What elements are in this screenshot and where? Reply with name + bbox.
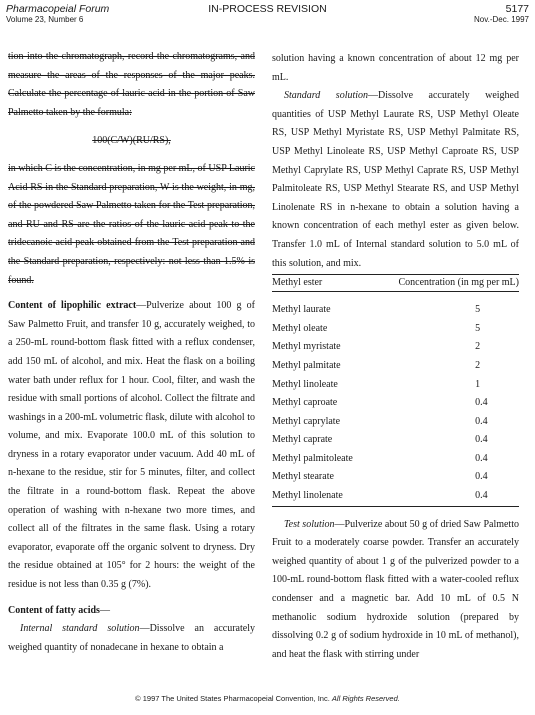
standard-solution-text: —Dissolve accurately weighed quantities of USP Methyl Laurate RS, USP Methyl Oleate RS, USP Methyl Myristate RS, USP Methyl Palmitate RS, USP Methyl Linoleate RS, USP Methyl Caproate RS, USP Methyl Caprylate RS, USP Methyl Caprate RS, USP Methyl Palmitoleate RS, USP Methyl Stearate RS, and USP Methyl Linolenate RS in n-hexane to obtain a solution having a known concentration of each methyl ester as given below. Transfer 1.0 mL of Internal standard solution to 5.0 mL of this solution, and mix. xyxy=(272,90,519,269)
issue-date: Nov.-Dec. 1997 xyxy=(474,15,529,24)
ester-name-cell: Methyl linoleate xyxy=(272,378,338,390)
table-row xyxy=(272,487,519,506)
lipophilic-extract-heading: Content of lipophilic extract xyxy=(8,300,137,312)
table-row xyxy=(272,338,519,357)
table-row xyxy=(272,413,519,432)
ester-name-cell: Methyl myristate xyxy=(272,341,341,353)
rights-text: All Rights Reserved. xyxy=(331,694,400,703)
left-column xyxy=(8,48,255,657)
concentration-cell: 0.4 xyxy=(475,415,488,427)
concentration-cell: 1 xyxy=(475,378,481,390)
table-body xyxy=(272,292,519,507)
section-title: IN-PROCESS REVISION xyxy=(208,3,327,15)
concentration-cell: 5 xyxy=(475,322,481,334)
concentration-cell: 0.4 xyxy=(475,471,488,483)
concentration-cell: 0.4 xyxy=(371,487,519,506)
lipophilic-extract-paragraph xyxy=(8,297,255,595)
lipophilic-extract-text: —Pulverize about 100 g of Saw Palmetto Fruit, and transfer 10 g, accurately weighed, to a 250-mL round-bottom flask fitted with a reflux condenser, add 150 mL of alcohol, and mix. Heat the flask on a boiling water bath under reflux for 1 hour. Cool, filter, and wash the residue with small portions of alcohol. Collect the filtrate and washings in a 200-mL volumetric flask, dilute with alcohol to volume, and mix. Evaporate 100.0 mL of this solution to dryness in a rotary evaporator under vacuum. Add 40 mL of n-hexane to the residue, stir for 5 minutes, filter, and collect the filtrate in a round-bottom flask. Repeat the above operation of washing with n-hexane two more times, and collect all of the filtrates in the same flask. Using a rotary evaporator, evaporate off the organic solvent to dryness. Dry the residue obtained at 105° for 2 hours: the weight of the residue is not less than 0.35 g (7%). xyxy=(8,300,256,591)
ester-name-cell: Methyl caprate xyxy=(272,434,333,446)
continued-paragraph: solution having a known concentration of about 12 mg per mL. xyxy=(272,53,519,83)
table-row xyxy=(272,468,519,487)
methyl-ester-table xyxy=(272,274,519,507)
page-footer xyxy=(0,694,535,703)
right-column xyxy=(272,50,519,664)
internal-standard-text: —Dissolve an accurately weighed quantity of nonadecane in hexane to obtain a xyxy=(8,623,255,653)
ester-name-cell: Methyl palmitate xyxy=(272,359,341,371)
table-row xyxy=(272,450,519,469)
test-solution-label: Test solution xyxy=(284,518,335,530)
internal-standard-label: Internal standard solution xyxy=(20,623,140,635)
ester-name-cell: Methyl palmitoleate xyxy=(272,452,353,464)
concentration-cell: 5 xyxy=(475,304,481,316)
fatty-acids-heading: Content of fatty acids xyxy=(8,604,100,616)
ester-name-cell: Methyl caproate xyxy=(272,397,338,409)
ester-name-cell: Methyl oleate xyxy=(272,322,328,334)
concentration-cell: 0.4 xyxy=(475,434,488,446)
concentration-cell: 2 xyxy=(475,341,481,353)
concentration-cell: 0.4 xyxy=(475,397,488,409)
test-solution-text: —Pulverize about 50 g of dried Saw Palmetto Fruit to a moderately coarse powder. Transfer an accurately weighed quantity of about 1 g of the pulverized powder to a 100-mL round-bottom flask fitted with a water-cooled reflux condenser and a magnetic bar. Add 10 mL of 0.5 N methanolic sodium hydroxide solution (prepared by dissolving 0.2 g of sodium hydroxide in 10 mL of methanol), and heat the flask with stirring under xyxy=(272,518,519,660)
deleted-formula: 100(C/W)(RU/RS), xyxy=(92,135,171,147)
internal-standard-paragraph xyxy=(8,620,255,657)
fatty-acids-dash: — xyxy=(99,604,110,616)
volume-number: Volume 23, Number 6 xyxy=(6,15,84,24)
ester-name-cell: Methyl laurate xyxy=(272,304,331,316)
table-row xyxy=(272,292,519,320)
page-header xyxy=(6,3,529,29)
concentration-cell: 0.4 xyxy=(475,452,488,464)
standard-solution-label: Standard solution xyxy=(284,90,369,102)
column-header-ester: Methyl ester xyxy=(272,275,371,292)
test-solution-paragraph xyxy=(272,516,519,665)
ester-name-cell: Methyl stearate xyxy=(272,471,334,483)
deleted-paragraph-1: tion into the chromatograph, record the chromatograms, and measure the areas of the responses of the major peaks. Calculate the percentage of lauric acid in the portion of Saw Palmetto taken by the formula: xyxy=(8,51,255,118)
concentration-cell: 2 xyxy=(475,359,481,371)
journal-title: Pharmacopeial Forum xyxy=(6,3,110,15)
deleted-paragraph-2: in which C is the concentration, in mg per mL, of USP Lauric Acid RS in the Standard preparation, W is the weight, in mg, of the powdered Saw Palmetto taken for the Test preparation, and RU and RS are the ratios of the lauric acid peak to the tridecanoic acid peak obtained from the Test preparation and the Standard preparation, respectively: not less than 1.5% is found. xyxy=(8,162,255,286)
ester-name-cell: Methyl caprylate xyxy=(272,415,341,427)
ester-name-cell: Methyl linolenate xyxy=(272,487,371,506)
header-right xyxy=(474,3,529,25)
table-row xyxy=(272,431,519,450)
table-row xyxy=(272,320,519,339)
table-row xyxy=(272,394,519,413)
standard-solution-paragraph xyxy=(272,87,519,273)
column-header-concentration: Concentration (in mg per mL) xyxy=(371,275,519,292)
table-row xyxy=(272,376,519,395)
table-header-row xyxy=(272,275,519,292)
fatty-acids-heading-line xyxy=(8,602,255,621)
table-row xyxy=(272,357,519,376)
copyright-text: © 1997 The United States Pharmacopeial Convention, Inc. xyxy=(135,694,330,703)
page-number: 5177 xyxy=(505,3,529,15)
